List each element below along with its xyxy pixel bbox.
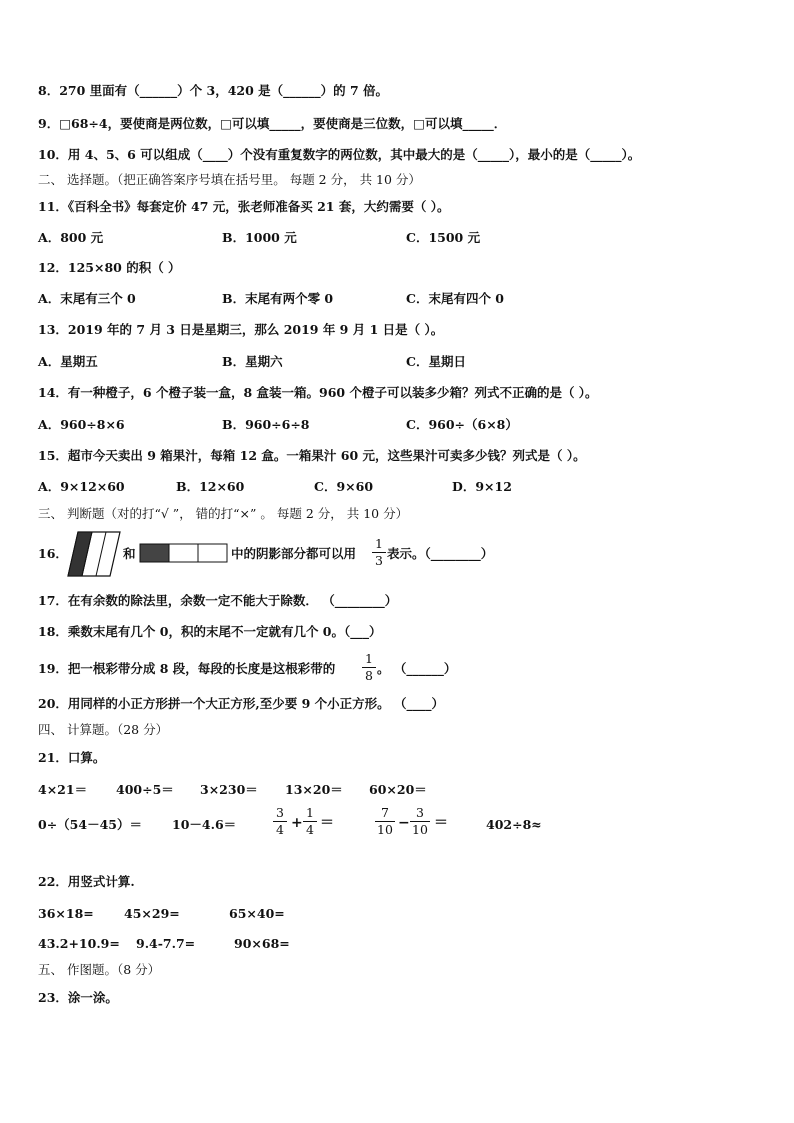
section-4-heading: 四、 计算题。（28 分） [38, 722, 169, 737]
section-5-heading: 五、 作图题。（8 分） [38, 962, 161, 977]
question-18: 18．乘数末尾有几个 0，积的末尾不一定就有几个 0。（___） [38, 624, 382, 639]
oral-calc-1: 4×21＝ [38, 782, 88, 797]
equals-sign: ＝ [320, 815, 334, 831]
oral-calc-2: 400÷5＝ [116, 782, 174, 797]
oral-calc-7: 10－4.6＝ [172, 817, 237, 832]
fraction-denominator: 10 [377, 822, 393, 837]
oral-calc-fraction-a [273, 806, 287, 837]
oral-calc-fraction-d [410, 806, 430, 837]
question-15: 15．超市今天卖出 9 箱果汁，每箱 12 盒。一箱果汁 60 元，这些果汁可卖多少钱？列式是（ ）。 [38, 448, 586, 463]
minus-sign: − [398, 815, 410, 831]
q16-middle-text: 中的阴影部分都可以用 [231, 546, 357, 561]
q13-option-b: B．星期六 [222, 354, 283, 369]
oral-calc-3: 3×230＝ [200, 782, 258, 797]
q11-option-c: C．1500 元 [406, 230, 481, 245]
fraction-denominator: 4 [306, 822, 314, 837]
equals-sign: ＝ [434, 815, 448, 831]
slanted-bars-figure [66, 530, 122, 578]
question-12: 12．125×80 的积（ ） [38, 260, 181, 275]
vertical-calc-4: 43.2+10.9= [38, 936, 120, 951]
fraction-numerator: 3 [276, 805, 284, 820]
q19-fraction [362, 652, 376, 683]
q14-option-b: B．960÷6÷8 [222, 417, 310, 432]
question-13: 13．2019 年的 7 月 3 日是星期三，那么 2019 年 9 月 1 日是（ ）。 [38, 322, 444, 337]
question-17: 17．在有余数的除法里，余数一定不能大于除数． （________） [38, 593, 398, 608]
q11-option-a: A．800 元 [38, 230, 104, 245]
oral-calc-6: 0÷（54－45）＝ [38, 817, 142, 832]
q12-option-b: B．末尾有两个零 0 [222, 291, 334, 306]
section-3-heading: 三、 判断题（对的打“√ ”， 错的打“×” 。 每题 2 分， 共 10 分） [38, 506, 409, 521]
question-16-number: 16． [38, 546, 68, 561]
fraction-denominator: 4 [276, 822, 284, 837]
fraction-denominator: 8 [365, 668, 373, 683]
oral-calc-fraction-b [303, 806, 317, 837]
question-14: 14．有一种橙子，6 个橙子装一盒，8 盒装一箱。960 个橙子可以装多少箱？列式不正确的是（ ）。 [38, 385, 598, 400]
fraction-numerator: 7 [381, 805, 389, 820]
question-8: 8．270 里面有（______）个 3，420 是（______）的 7 倍。 [38, 83, 389, 98]
q15-option-c: C．9×60 [314, 479, 374, 494]
oral-calc-8: 402÷8≈ [486, 817, 542, 832]
question-19: 19．把一根彩带分成 8 段，每段的长度是这根彩带的 [38, 661, 336, 676]
q12-option-c: C．末尾有四个 0 [406, 291, 504, 306]
q14-option-a: A．960÷8×6 [38, 417, 125, 432]
q12-option-a: A．末尾有三个 0 [38, 291, 136, 306]
vertical-calc-5: 9.4-7.7= [136, 936, 196, 951]
q15-option-a: A．9×12×60 [38, 479, 125, 494]
plus-sign: + [291, 815, 303, 831]
question-20: 20．用同样的小正方形拼一个大正方形,至少要 9 个小正方形。 （____） [38, 696, 445, 711]
q15-option-b: B．12×60 [176, 479, 245, 494]
question-22: 22．用竖式计算. [38, 874, 135, 889]
q14-option-c: C．960÷（6×8） [406, 417, 518, 432]
fraction-numerator: 1 [306, 805, 314, 820]
fraction-numerator: 1 [375, 536, 383, 551]
q16-end-text: 表示。（________） [387, 546, 494, 561]
q13-option-c: C．星期日 [406, 354, 466, 369]
q13-option-a: A．星期五 [38, 354, 98, 369]
question-9: 9．□68÷4，要使商是两位数，□可以填_____，要使商是三位数，□可以填_____． [38, 116, 507, 131]
question-11: 11．《百科全书》每套定价 47 元，张老师准备买 21 套，大约需要（ ）。 [38, 199, 450, 214]
fraction-denominator: 3 [375, 553, 383, 568]
oral-calc-5: 60×20＝ [369, 782, 427, 797]
q19-end-text: 。 （______） [377, 661, 457, 676]
oral-calc-4: 13×20＝ [285, 782, 343, 797]
vertical-calc-1: 36×18= [38, 906, 94, 921]
fraction-denominator: 10 [412, 822, 428, 837]
question-23: 23．涂一涂。 [38, 990, 118, 1005]
oral-calc-fraction-c [375, 806, 395, 837]
question-10: 10．用 4、5、6 可以组成（____）个没有重复数字的两位数，其中最大的是（_____），最小的是（_____）。 [38, 147, 641, 162]
question-21: 21．口算。 [38, 750, 106, 765]
q16-and-text: 和 [123, 546, 136, 561]
q11-option-b: B．1000 元 [222, 230, 297, 245]
fraction-numerator: 1 [365, 651, 373, 666]
fraction-numerator: 3 [416, 805, 424, 820]
section-2-heading: 二、 选择题。（把正确答案序号填在括号里。 每题 2 分， 共 10 分） [38, 172, 421, 187]
q16-fraction [372, 537, 386, 568]
rectangle-strip-figure [139, 543, 229, 563]
q15-option-d: D．9×12 [452, 479, 512, 494]
vertical-calc-2: 45×29= [124, 906, 180, 921]
vertical-calc-6: 90×68= [234, 936, 290, 951]
vertical-calc-3: 65×40= [229, 906, 285, 921]
